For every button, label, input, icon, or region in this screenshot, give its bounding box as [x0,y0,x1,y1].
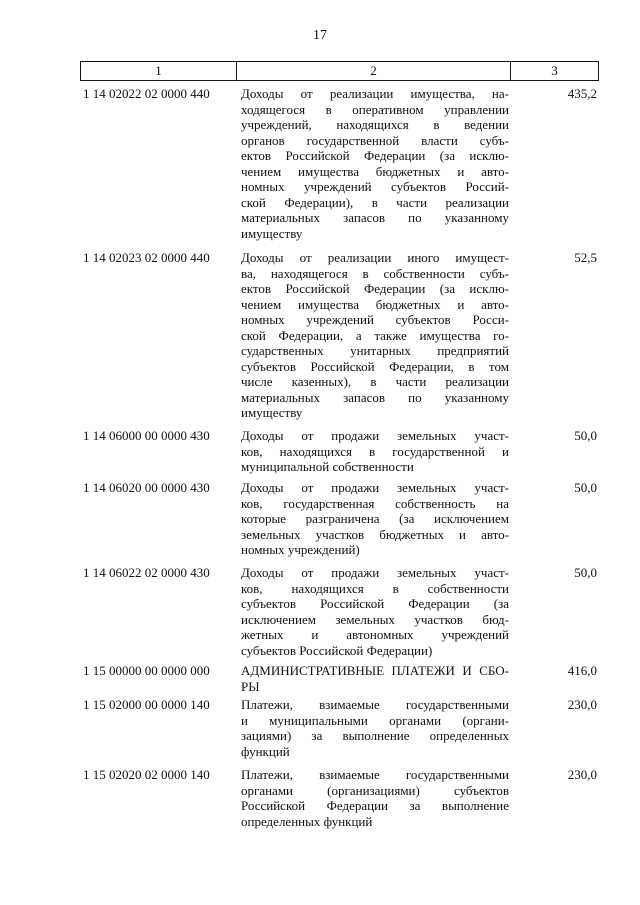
row-name-line: номных учреждений субъектов Россий- [241,179,509,194]
row-name-line: материальных запасов по указанному [241,210,509,225]
row-name-line: ков, государственная собственность на [241,495,509,511]
row-name-line: субъектов Российской Федерации) [241,642,433,658]
row-name [241,480,509,558]
row-name-line: Доходы от реализации иного имущест- [241,250,509,265]
row-name-line: Платежи, взимаемые государственными [241,697,509,712]
row-name-line: определенных функций [241,813,373,829]
row-name-line: Российской Федерации за выполнение [241,798,509,813]
row-name-line: ектов Российской Федерации (за исклю- [241,281,509,296]
row-name-line: земельных участков бюджетных и авто- [241,526,509,542]
header-col-code: 1 [81,62,237,80]
row-name-line: ков, находящихся в собственности [241,580,509,596]
row-name [241,565,509,658]
row-name-line: ектов Российской Федерации (за исклю- [241,148,509,163]
row-amount: 230,0 [567,697,597,712]
page-number: 17 [313,28,327,43]
row-name-line: имуществу [241,225,303,241]
row-name-line: чением имущества бюджетных и авто- [241,296,509,312]
row-name [241,428,509,475]
row-amount: 230,0 [567,767,597,782]
row-name [241,697,509,759]
row-code: 1 14 06020 00 0000 430 [83,480,210,495]
row-code: 1 14 02022 02 0000 440 [83,86,210,101]
row-amount: 435,2 [567,86,597,101]
row-name-line: жетных и автономных учреждений [241,627,509,642]
row-name-line: АДМИНИСТРАТИВНЫЕ ПЛАТЕЖИ И СБО- [241,663,509,678]
row-name-line: номных учреждений) [241,542,360,557]
row-name-line: числе казенных), в части реализации [241,374,509,389]
row-name-line: органами (организациями) субъектов [241,782,509,798]
row-code: 1 14 06022 02 0000 430 [83,565,210,580]
row-name-line: учреждений, находящихся в ведении [241,117,509,132]
row-name-line: ков, находящихся в государственной и [241,443,509,459]
header-col-amount: 3 [551,63,558,78]
row-name-line: РЫ [241,678,260,694]
row-name [241,767,509,829]
row-name [241,663,509,694]
row-amount: 416,0 [567,663,597,678]
row-code: 1 15 02020 02 0000 140 [83,767,210,782]
row-name [241,250,509,421]
table-header [80,61,599,81]
row-name-line: Платежи, взимаемые государственными [241,767,509,782]
row-code: 1 15 00000 00 0000 000 [83,663,210,678]
row-amount: 50,0 [574,428,597,443]
row-amount: 52,5 [574,250,597,265]
row-name [241,86,509,241]
row-name-line: Доходы от продажи земельных участ- [241,428,509,443]
row-code: 1 15 02000 00 0000 140 [83,697,210,712]
row-name-line: ва, находящегося в собственности субъ- [241,265,509,281]
row-name-line: исключением земельных участков бюд- [241,611,509,627]
row-name-line: ской Федерации), в части реализации [241,194,509,210]
row-name-line: Доходы от продажи земельных участ- [241,480,509,495]
row-name-line: материальных запасов по указанному [241,389,509,405]
row-name-line: номных учреждений субъектов Росси- [241,312,509,327]
row-name-line: которые разграничена (за исключением [241,511,509,526]
row-code: 1 14 06000 00 0000 430 [83,428,210,443]
row-name-line: субъектов Российской Федерации (за [241,596,509,611]
row-name-line: органов государственной власти субъ- [241,132,509,148]
header-col-name: 2 [237,62,511,80]
row-name-line: Доходы от реализации имущества, на- [241,86,509,101]
row-name-line: Доходы от продажи земельных участ- [241,565,509,580]
row-name-line: муниципальной собственности [241,459,414,474]
row-name-line: функций [241,743,290,759]
row-name-line: сударственных унитарных предприятий [241,343,509,358]
row-name-line: субъектов Российской Федерации, в том [241,358,509,374]
row-amount: 50,0 [574,565,597,580]
row-name-line: имуществу [241,405,303,420]
row-name-line: ской Федерации, а также имущества го- [241,327,509,343]
row-name-line: и муниципальными органами (органи- [241,712,509,728]
row-amount: 50,0 [574,480,597,495]
row-code: 1 14 02023 02 0000 440 [83,250,210,265]
row-name-line: чением имущества бюджетных и авто- [241,163,509,179]
row-name-line: ходящегося в оперативном управлении [241,101,509,117]
row-name-line: зациями) за выполнение определенных [241,728,509,743]
